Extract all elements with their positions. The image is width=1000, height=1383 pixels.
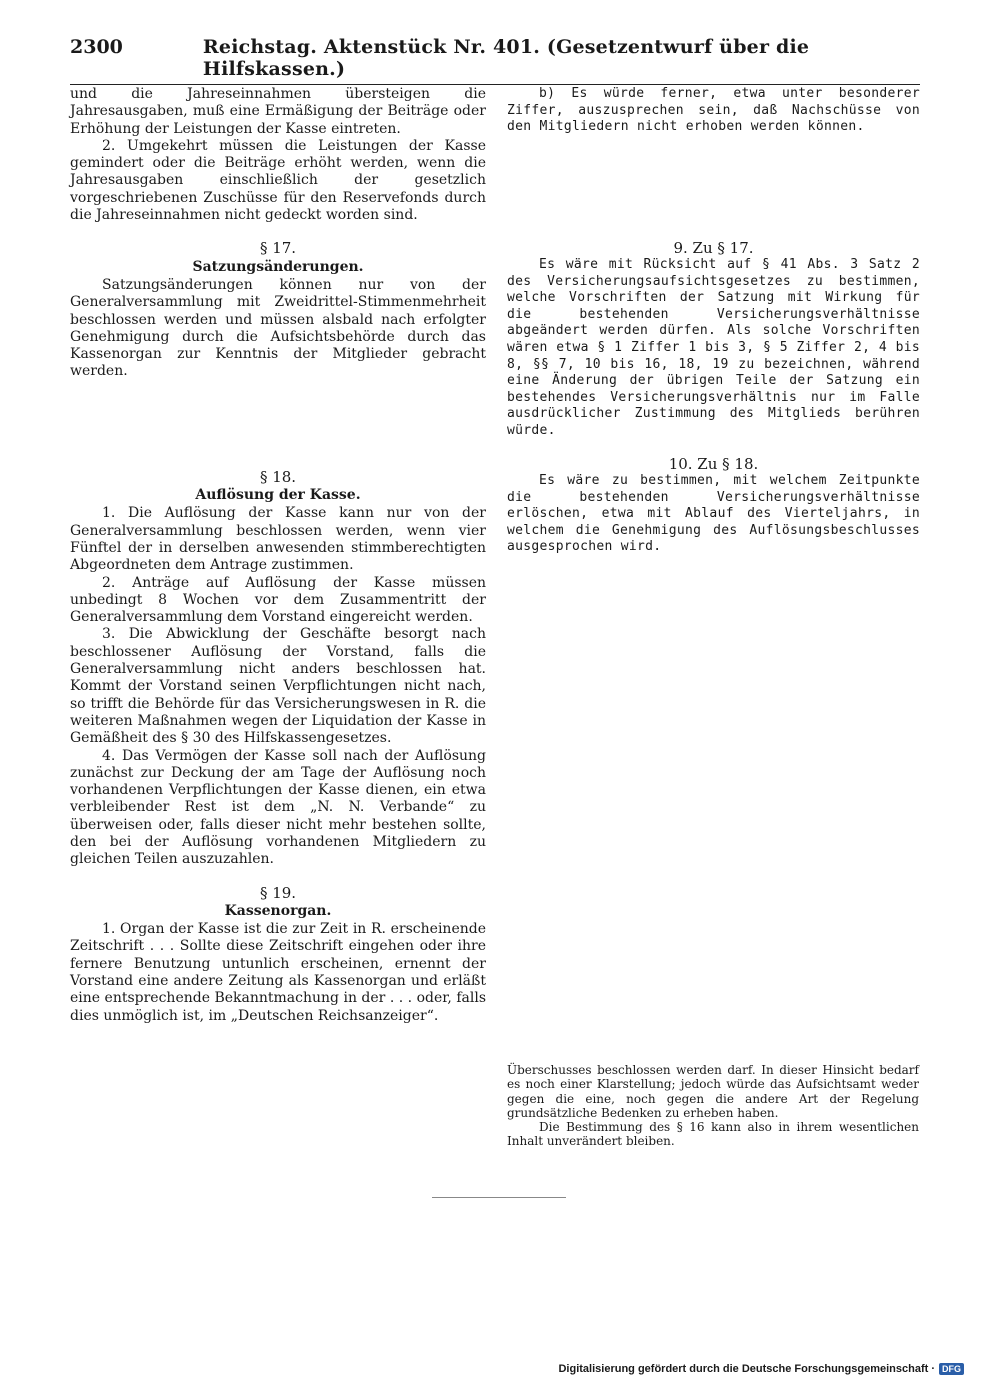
paragraph: Es wäre zu bestimmen, mit welchem Zeitpunkte die bestehenden Versicherungsverhältnisse erlöschen, etwa mit Ablauf des Vierteljahrs, in welchem die Genehmigung des Auflösungsbeschlusses ausgesprochen wird. [507, 472, 920, 555]
paragraph: 2. Anträge auf Auflösung der Kasse müssen unbedingt 8 Wochen vor dem Zusammentritt der Generalversammlung dem Vorstand eingereicht werden. [70, 574, 486, 626]
dfg-logo: DFG [939, 1363, 964, 1375]
section-title: Kassenorgan. [224, 902, 332, 919]
note-title: 10. Zu § 18. [668, 454, 759, 473]
footnote-text: Überschusses beschlossen werden darf. In dieser Hinsicht bedarf es noch einer Klarstellung; jedoch würde das Aufsichtsamt weder gegen die eine, noch gegen die andere Art der Regelung grundsätzliche Bedenken zu erheben haben. [507, 1063, 919, 1120]
paragraph: b) Es würde ferner, etwa unter besonderer Ziffer, auszusprechen sein, daß Nachschüsse von den Mitgliedern nicht erhoben werden können. [507, 86, 920, 135]
footnote-block [507, 1063, 919, 1149]
note-title: 9. Zu § 17. [673, 238, 754, 257]
footnote-text: Die Bestimmung des § 16 kann also in ihrem wesentlichen Inhalt unverändert bleiben. [507, 1120, 919, 1149]
paragraph: 1. Organ der Kasse ist die zur Zeit in R. erscheinende Zeitschrift . . . Sollte diese Zeitschrift eingehen oder ihre fernere Benutzung untunlich erscheinen, ernennt der Vorstand eine andere Zeitung als Kassenorgan und erläßt eine entsprechende Bekanntmachung in der . . . oder, falls dies unmöglich ist, im „Deutschen Reichsanzeiger“. [70, 921, 486, 1024]
section-number: § 19. [259, 883, 297, 902]
paragraph: Satzungsänderungen können nur von der Generalversammlung mit Zweidrittel-Stimmenmehrheit beschlossen werden und müssen alsbald nach erfolgter Genehmigung durch die Aufsichtsbehörde durch das Kassenorgan zur Kenntnis der Mitglieder gebracht werden. [70, 276, 486, 380]
paragraph: und die Jahreseinnahmen übersteigen die Jahresausgaben, muß eine Ermäßigung der Beiträge oder Erhöhung der Leistungen der Kasse eintreten. [70, 86, 486, 137]
section-title: Satzungsänderungen. [192, 258, 364, 275]
left-column [70, 86, 486, 1025]
running-head: Reichstag. Aktenstück Nr. 401. (Gesetzentwurf über die Hilfskassen.) [202, 36, 810, 80]
divider [432, 1197, 566, 1198]
paragraph: Es wäre mit Rücksicht auf § 41 Abs. 3 Satz 2 des Versicherungsaufsichtsgesetzes zu bestimmen, welche Vorschriften der Satzung mit Wirkung für die bestehenden Versicherungsverhältnisse abgeändert werden dürfen. Als solche Vorschriften wären etwa § 1 Ziffer 1 bis 3, § 5 Ziffer 2, 4 bis 8, §§ 7, 10 bis 16, 18, 19 zu bezeichnen, während eine Änderung der übrigen Teile der Satzung ein bestehendes Versicherungsverhältnis nur im Falle ausdrücklicher Zustimmung des Mitglieds berühren würde. [507, 257, 920, 439]
credit-text: Digitalisierung gefördert durch die Deutsche Forschungsgemeinschaft · [558, 1363, 935, 1375]
digitization-credit [558, 1363, 964, 1375]
paragraph: 4. Das Vermögen der Kasse soll nach der Auflösung zunächst zur Deckung der am Tage der Auflösung noch vorhandenen Verpflichtungen der Kasse dienen, ein etwa verbleibender Rest ist dem „N. N. Verbande“ zu überweisen oder, falls dieser nicht mehr bestehen sollte, den bei der Auflösung vorhandenen Mitgliedern zu gleichen Teilen auszuzahlen. [70, 747, 486, 868]
page-number: 2300 [70, 36, 123, 58]
paragraph: 2. Umgekehrt müssen die Leistungen der Kasse gemindert oder die Beiträge erhöht werden, wenn die Jahresausgaben einschließlich der gesetzlich vorgeschriebenen Zuschüsse für den Reservefonds durch die Jahreseinnahmen nicht gedeckt worden sind. [70, 137, 486, 224]
paragraph: 3. Die Abwicklung der Geschäfte besorgt nach beschlossener Auflösung der Vorstand, falls die Generalversammlung nicht anders beschlossen hat. Kommt der Vorstand seinen Verpflichtungen nicht nach, so trifft die Behörde für das Versicherungswesen in R. die weiteren Maßnahmen wegen der Liquidation der Kasse in Gemäßheit des § 30 des Hilfskassengesetzes. [70, 626, 486, 747]
page-header [70, 36, 920, 85]
section-title: Auflösung der Kasse. [195, 487, 361, 504]
paragraph: 1. Die Auflösung der Kasse kann nur von der Generalversammlung beschlossen werden, wenn vier Fünftel der in derselben anwesenden stimmberechtigten Abgeordneten dem Antrage zustimmen. [70, 505, 486, 574]
section-number: § 17. [259, 239, 297, 258]
right-column [507, 86, 920, 556]
section-number: § 18. [259, 467, 297, 486]
